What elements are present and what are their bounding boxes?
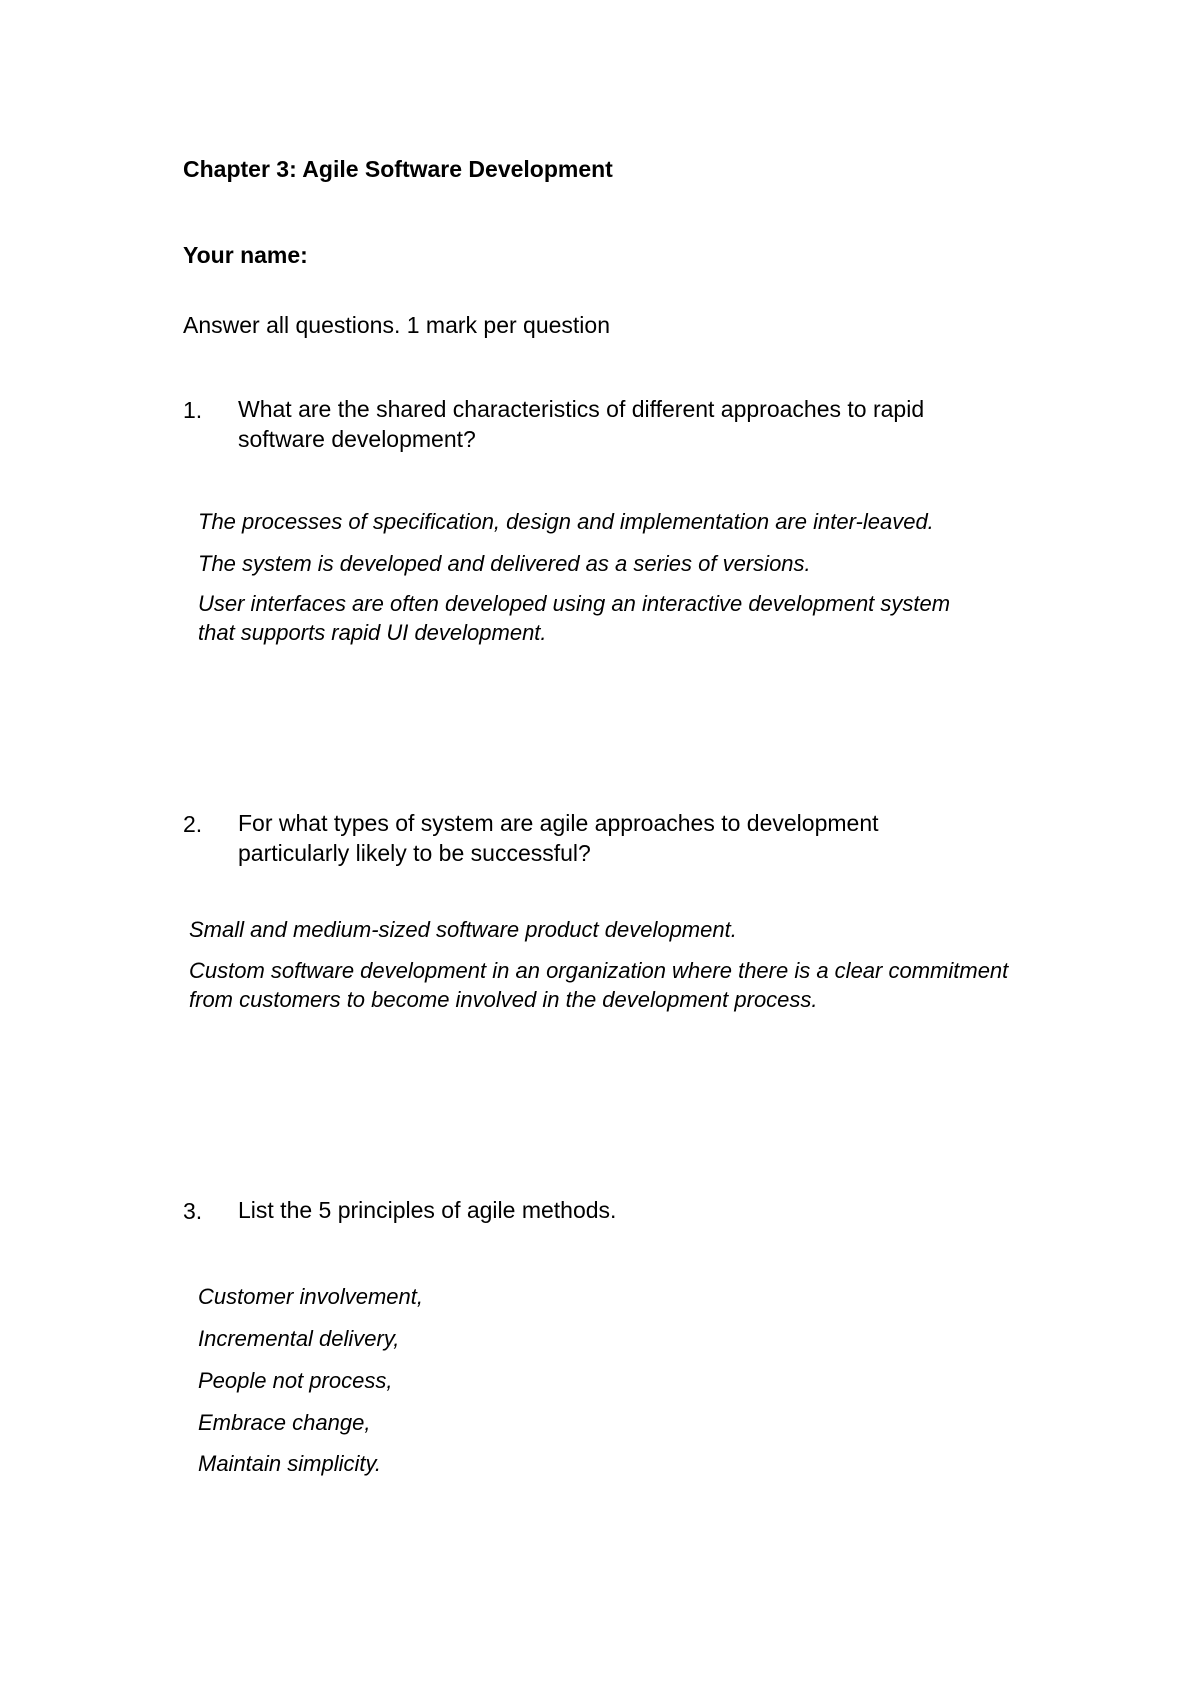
question-3-answer-5: Maintain simplicity. <box>198 1451 381 1476</box>
question-1-text: What are the shared characteristics of different approaches to rapid software development? <box>238 396 925 452</box>
question-2-text: For what types of system are agile approaches to development particularly likely to be successful? <box>238 810 879 866</box>
question-2-number: 2. <box>183 811 203 837</box>
question-2-answer-2: Custom software development in an organization where there is a clear commitment from customers to become involved in the development process. <box>189 958 1009 1012</box>
question-3-answer-4: Embrace change, <box>198 1410 371 1435</box>
question-1-answer-1: The processes of specification, design and implementation are inter-leaved. <box>198 509 934 534</box>
question-3-number: 3. <box>183 1198 203 1224</box>
question-3-answer-2: Incremental delivery, <box>198 1326 400 1351</box>
question-3-answer-3: People not process, <box>198 1368 393 1393</box>
question-1-answer-2: The system is developed and delivered as a series of versions. <box>198 551 811 576</box>
question-2-answer-1: Small and medium-sized software product development. <box>189 917 737 942</box>
question-1-number: 1. <box>183 397 203 423</box>
question-3-text: List the 5 principles of agile methods. <box>238 1197 617 1223</box>
your-name-label: Your name: <box>183 242 308 268</box>
question-3-answer-1: Customer involvement, <box>198 1284 423 1309</box>
document-title: Chapter 3: Agile Software Development <box>183 156 613 182</box>
instructions: Answer all questions. 1 mark per question <box>183 312 610 338</box>
question-1-answer-3: User interfaces are often developed using an interactive development system that supports rapid UI development. <box>198 591 951 645</box>
